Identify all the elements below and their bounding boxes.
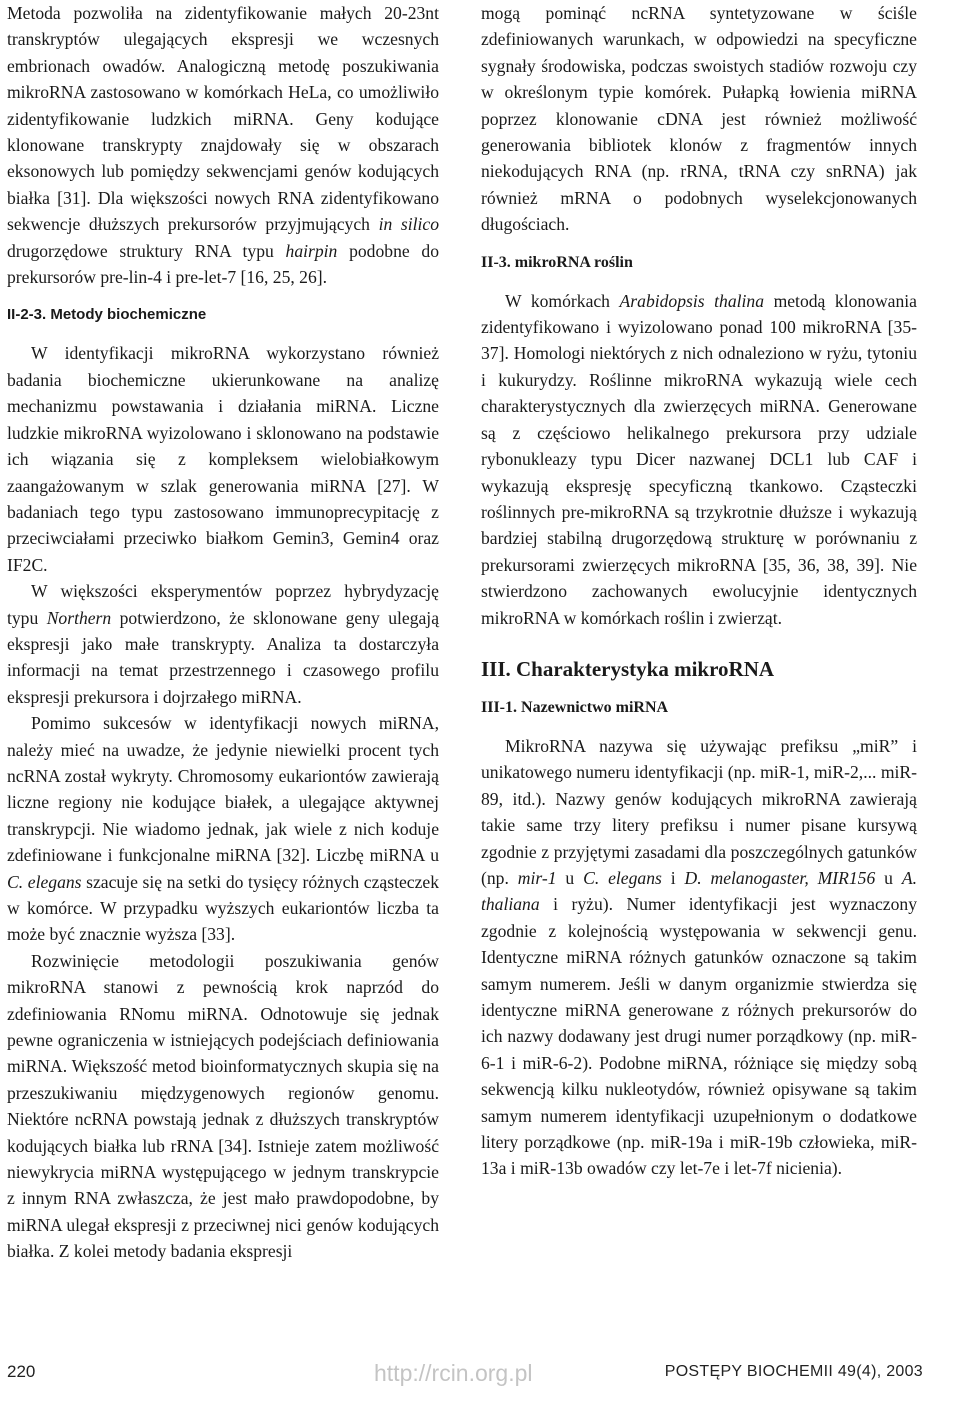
left-column bbox=[7, 0, 439, 1265]
right-column bbox=[481, 0, 917, 1182]
left-paragraph-3: W większości eksperymentów poprzez hybrydyzację typu Northern potwierdzono, że sklonowane geny ulegają ekspresji jako małe transkrypty. Analiza ta dostarczyła informacji na temat przestrzennego i czasowego profilu ekspresji prekursora i dojrzałego miRNA. bbox=[7, 581, 440, 707]
section-heading-iii-1: III-1. Nazewnictwo miRNA bbox=[481, 698, 669, 716]
journal-title: POSTĘPY BIOCHEMII 49(4), 2003 bbox=[664, 1363, 923, 1380]
right-paragraph-3: MikroRNA nazywa się używając prefiksu „miR” i unikatowego numeru identyfikacji (np. miR-1, miR-2,... miR-89, itd.). Nazwy genów kodujących mikroRNA zawierają takie same trzy litery prefiksu i numer pisane kursywą zgodnie z przyjętymi zasadami dla poszczególnych gatunków (np. mir-1 u C. elegans i D. melanogaster, MIR156 u A. thaliana i ryżu). Numer identyfikacji jest wyznaczony zgodnie z kolejnością występowania w sekwencji genu. Identyczne miRNA różnych gatunków oznaczone są takim samym numerem. Jeśli w danym organizmie stwierdza się identyczne miRNA generowane z różnych prekursorów do ich nazwy dodawany jest drugi numer porządkowy (np. miR-6-1 i miR-6-2). Podobne miRNA, różniące się między sobą sekwencją kilku nukleotydów, również opisywane są takim samym numerem identyfikacji uzupełnionym o dodatkowe litery porządkowe (np. miR-19a i miR-19b człowieka, miR-13a i miR-13b owadów czy let-7e i let-7f nicienia). bbox=[481, 735, 917, 1179]
watermark-url: http://rcin.org.pl bbox=[374, 1360, 533, 1386]
page-footer bbox=[0, 1360, 960, 1390]
left-paragraph-4: Pomimo sukcesów w identyfikacji nowych miRNA, należy mieć na uwadze, że jedynie niewielki procent tych ncRNA został wykryty. Chromosomy eukariontów zawierają liczne regiony nie kodujące białek, a ulegające aktywnej transkrypcji. Nie wiadomo jednak, jak wiele z nich koduje zdefiniowane i funkcjonalne miRNA [32]. Liczbę miRNA u C. elegans szacuje się na setki do tysięcy różnych cząsteczek w komórce. W przypadku wyższych eukariontów liczba ta może być znacznie wyższa [33]. bbox=[7, 713, 439, 945]
left-paragraph-1: Metoda pozwoliła na zidentyfikowanie małych 20-23nt transkryptów ulegających ekspresji we wczesnych embrionach owadów. Analogiczną metodę poszukiwania mikroRNA zastosowano w komórkach HeLa, co umożliwiło zidentyfikowanie ludzkich miRNA. Geny kodujące klonowane transkrypty znajdowały się w obszarach eksonowych lub pomiędzy sekwencjami genów kodujących białka [31]. Dla większości nowych RNA zidentyfikowano sekwencje dłuższych prekursorów przyjmujących in silico drugorzędowe struktury RNA typu hairpin podobne do prekursorów pre-lin-4 i pre-let-7 [16, 25, 26]. bbox=[7, 3, 440, 288]
page-number: 220 bbox=[7, 1362, 36, 1381]
section-heading-ii-2-3: II-2-3. Metody biochemiczne bbox=[7, 306, 207, 324]
left-paragraph-5: Rozwinięcie metodologii poszukiwania genów mikroRNA stanowi z pewnością krok naprzód do zdefiniowania RNomu miRNA. Odnotowuje się jednak pewne ograniczenia w istniejących podejściach definiowania miRNA. Większość metod bioinformatycznych skupia się na przeszukiwaniu międzygenowych regionów genomu. Niektóre ncRNA powstają jednak z dłuższych transkryptów kodujących białka lub rRNA [34]. Istnieje zatem możliwość niewykrycia miRNA występującego w jednym transkrypcie z innym RNA zwłaszcza, że jest mało prawdopodobne, by miRNA ulegał ekspresji z przeciwnej nici genów kodujących białka. Z kolei metody badania ekspresji bbox=[7, 950, 439, 1262]
right-paragraph-1: mogą pominąć ncRNA syntetyzowane w ściśle zdefiniowanych warunkach, w odpowiedzi na specyficzne sygnały środowiska, podczas swoistych stadiów rozwoju czy w określonym typie komórek. Pułapką łowienia miRNA poprzez klonowanie cDNA jest również możliwość generowania bibliotek klonów z fragmentów innych niekodujących RNA (np. rRNA, tRNA czy snRNA) jak również mRNA o podobnych wyselekcjonowanych długościach. bbox=[481, 3, 917, 235]
section-heading-iii: III. Charakterystyka mikroRNA bbox=[481, 656, 775, 681]
section-heading-ii-3: II-3. mikroRNA roślin bbox=[481, 253, 633, 271]
left-paragraph-2: W identyfikacji mikroRNA wykorzystano również badania biochemiczne ukierunkowane na analizę mechanizmu powstawania i działania miRNA. Liczne ludzkie mikroRNA wyizolowano i sklonowano na podstawie ich wiązania się z kompleksem wielobiałkowym zaangażowanym w szlak generowania miRNA [27]. W badaniach tego typu zastosowano immunoprecypitację z przeciwciałami przeciwko białkom Gemin3, Gemin4 oraz IF2C. bbox=[7, 343, 439, 575]
right-paragraph-2: W komórkach Arabidopsis thalina metodą klonowania zidentyfikowano i wyizolowano ponad 100 mikroRNA [35-37]. Homologi niektórych z nich odnaleziono w ryżu, tytoniu i kukurydzy. Roślinne mikroRNA wykazują wiele cech charakterystycznych dla zwierzęcych miRNA. Generowane są z częściowo helikalnego prekursora przy udziale rybonukleazy typu Dicer nazwanej DCL1 lub CAF i wykazują ekspresję specyficzną tkankowo. Cząsteczki roślinnych pre-mikroRNA są trzykrotnie dłuższe i wykazują bardziej stabilną drugorzędową strukturę w porównaniu z prekursorami zwierzęcych mikroRNA [35, 36, 38, 39]. Nie stwierdzono zachowanych ewolucyjnie identycznych mikroRNA w komórkach roślin i zwierząt. bbox=[481, 290, 917, 628]
